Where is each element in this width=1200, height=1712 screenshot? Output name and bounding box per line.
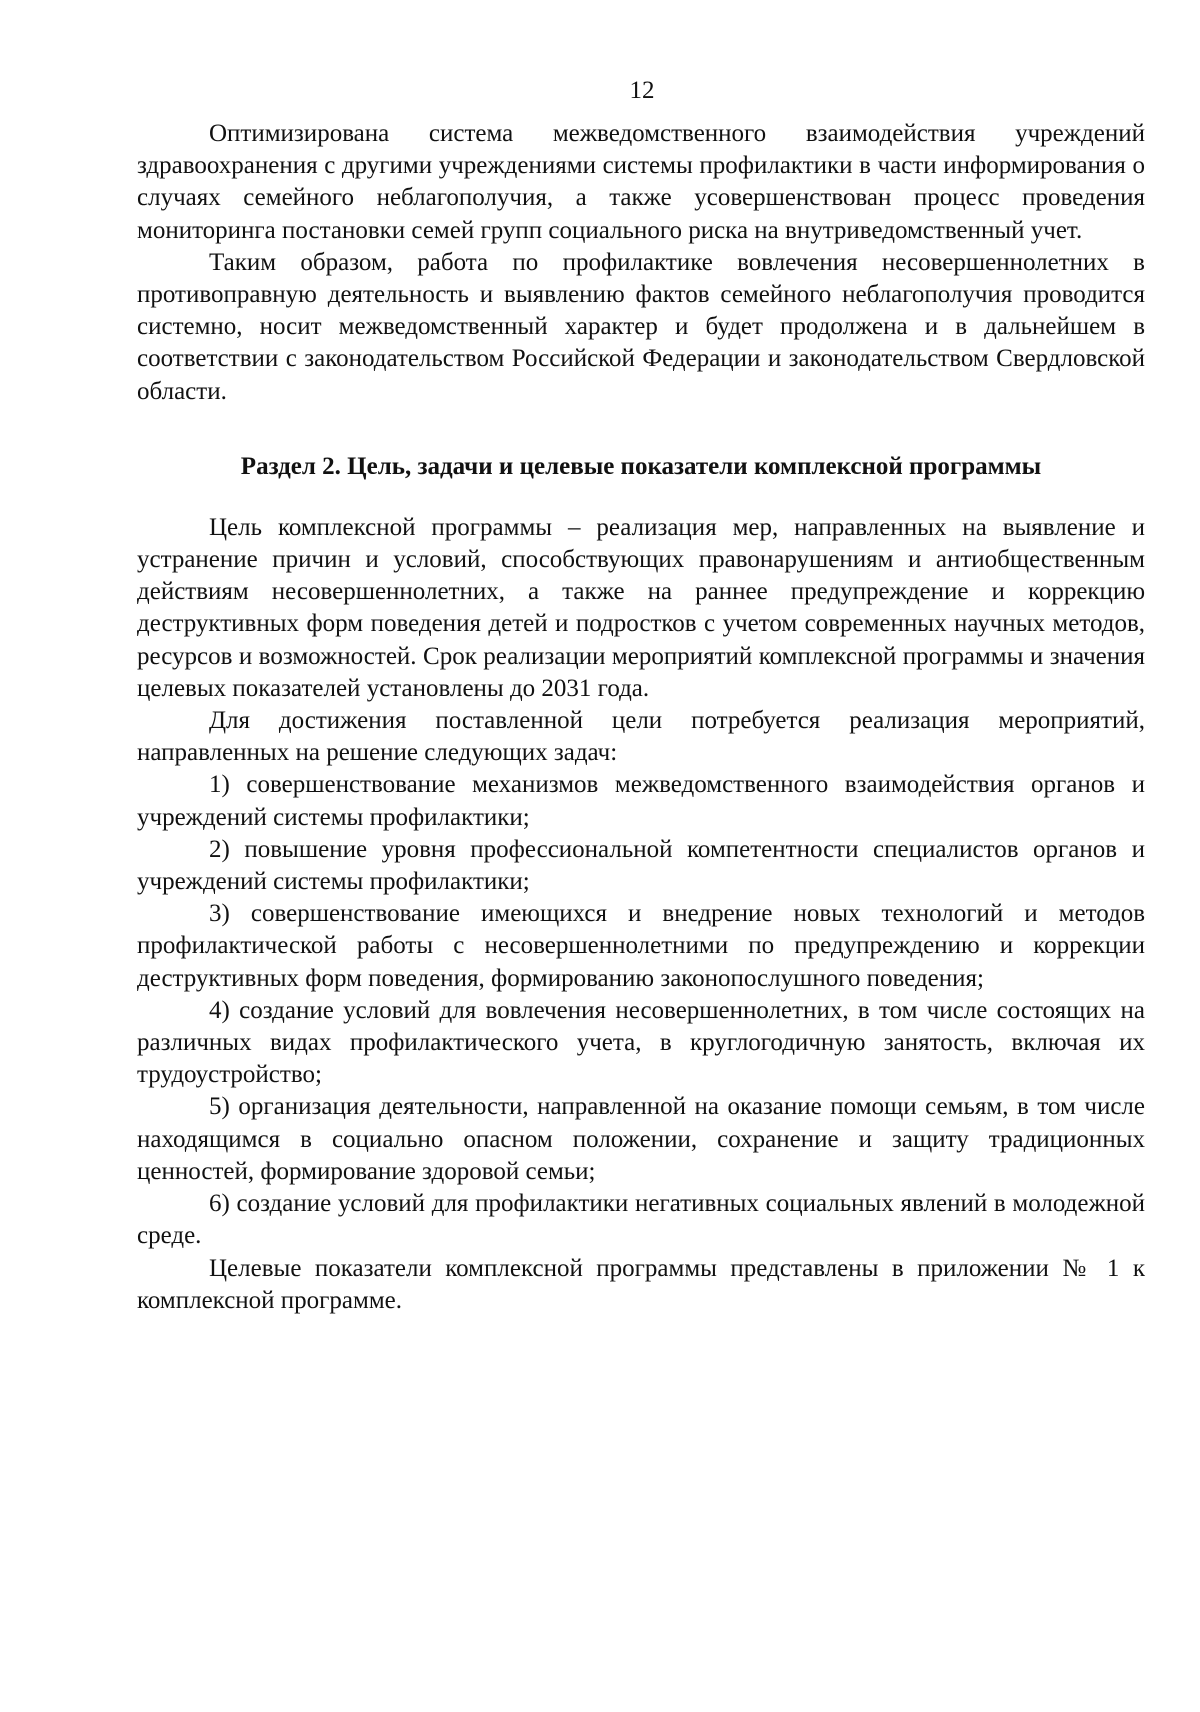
page-number: 12 xyxy=(629,77,655,104)
task-item: 6) создание условий для профилактики негативных социальных явлений в молодежной среде. xyxy=(137,1190,1145,1250)
task-item: 2) повышение уровня профессиональной компетентности специалистов органов и учреждений системы профилактики; xyxy=(137,835,1145,896)
paragraph-interagency-optimization: Оптимизирована система межведомственного взаимодействия учреждений здравоохранения с другими учреждениями системы профилактики в части информирования о случаях семейного неблагополучия, а также усовершенствован процесс проведения мониторинга постановки семей групп социального риска на внутриведомственный учет. xyxy=(137,120,1145,244)
section-title: Раздел 2. Цель, задачи и целевые показатели комплексной программы xyxy=(240,452,1042,480)
paragraph-tasks-intro: Для достижения поставленной цели потребуется реализация мероприятий, направленных на решение следующих задач: xyxy=(137,707,1145,767)
paragraph-program-goal: Цель комплексной программы – реализация мер, направленных на выявление и устранение причин и условий, способствующих правонарушениям и антиобщественным действиям несовершеннолетних, а также на раннее предупреждение и коррекцию деструктивных форм поведения детей и подростков с учетом современных научных методов, ресурсов и возможностей. Срок реализации мероприятий комплексной программы и значения целевых показателей установлены до 2031 года. xyxy=(137,513,1145,702)
task-item: 4) создание условий для вовлечения несовершеннолетних, в том числе состоящих на различных видах профилактического учета, в круглогодичную занятость, включая их трудоустройство; xyxy=(137,996,1145,1089)
task-item: 3) совершенствование имеющихся и внедрение новых технологий и методов профилактической работы с несовершеннолетними по предупреждению и коррекции деструктивных форм поведения, формированию законопослушного поведения; xyxy=(137,900,1145,992)
page-content xyxy=(137,118,1145,1317)
paragraph-target-indicators: Целевые показатели комплексной программы представлены в приложении № 1 к комплексной программе. xyxy=(137,1254,1145,1314)
task-item: 5) организация деятельности, направленной на оказание помощи семьям, в том числе находящимся в социально опасном положении, сохранение и защиту традиционных ценностей, формирование здоровой семьи; xyxy=(137,1093,1145,1185)
task-item: 1) совершенствование механизмов межведомственного взаимодействия органов и учреждений системы профилактики; xyxy=(137,771,1145,831)
paragraph-summary: Таким образом, работа по профилактике вовлечения несовершеннолетних в противоправную деятельность и выявлению фактов семейного неблагополучия проводится системно, носит межведомственный характер и будет продолжена и в дальнейшем в соответствии с законодательством Российской Федерации и законодательством Свердловской области. xyxy=(137,248,1145,405)
